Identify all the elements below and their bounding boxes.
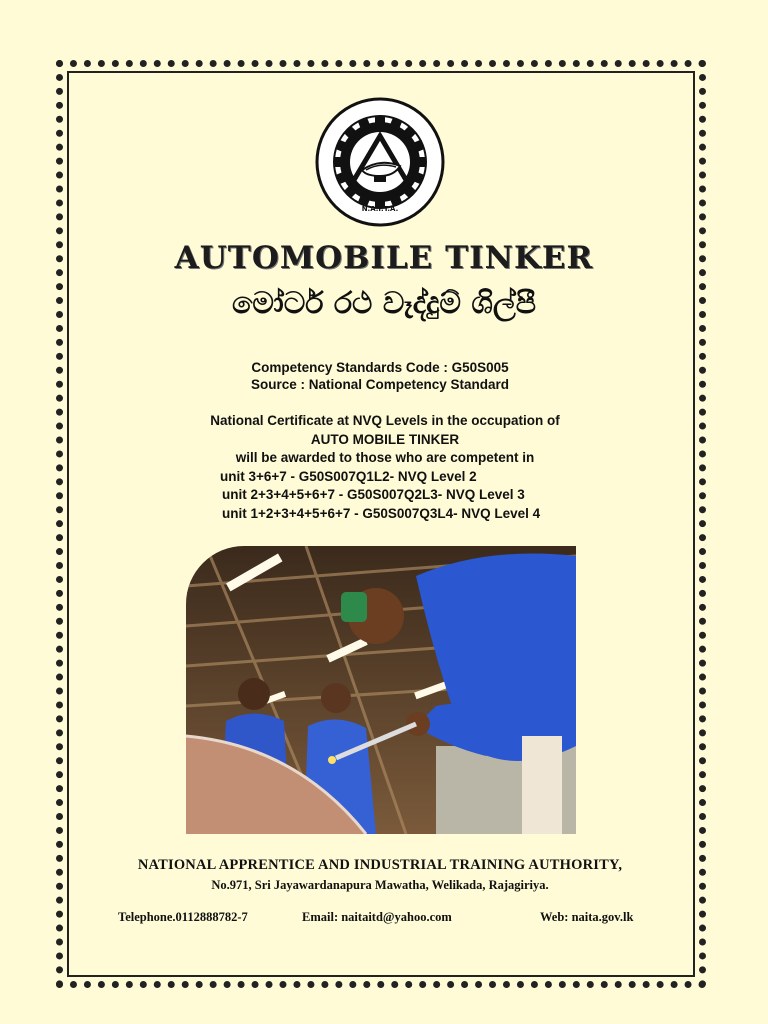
telephone-text: Telephone.0112888782-7	[118, 910, 248, 924]
organization-address: No.971, Sri Jayawardanapura Mawatha, Welikada, Rajagiriya.	[211, 878, 549, 892]
award-occupation: AUTO MOBILE TINKER	[310, 431, 460, 447]
emblem-ring-label: N.A.I.T.A.	[361, 205, 399, 213]
certificate-award-info	[150, 412, 620, 523]
standard-source-line: Source : National Competency Standard	[250, 377, 510, 392]
email-link[interactable]: Email: naitaitd@yahoo.com	[302, 910, 452, 924]
award-line-3: will be awarded to those who are competent in	[235, 450, 535, 465]
award-line-1: National Certificate at NVQ Levels in the occupation of	[210, 413, 560, 428]
naita-emblem-icon	[314, 96, 446, 228]
unit-level-2: unit 3+6+7 - G50S007Q1L2- NVQ Level 2	[220, 468, 477, 484]
website-link[interactable]: Web: naita.gov.lk	[540, 910, 634, 924]
page-title-english: AUTOMOBILE TINKER	[174, 240, 594, 276]
page-title-sinhala: මෝටර් රථ වෑද්දුම් ශිල්පී	[231, 286, 537, 321]
unit-level-3: unit 2+3+4+5+6+7 - G50S007Q2L3- NVQ Level 3	[222, 487, 525, 502]
standard-code-line: Competency Standards Code : G50S005	[251, 360, 509, 375]
organization-name: NATIONAL APPRENTICE AND INDUSTRIAL TRAINING AUTHORITY,	[137, 857, 623, 873]
organization-info	[0, 857, 760, 893]
unit-level-4: unit 1+2+3+4+5+6+7 - G50S007Q3L4- NVQ Level 4	[222, 505, 541, 521]
workshop-photo	[186, 546, 576, 834]
competency-standard-info	[0, 359, 760, 393]
